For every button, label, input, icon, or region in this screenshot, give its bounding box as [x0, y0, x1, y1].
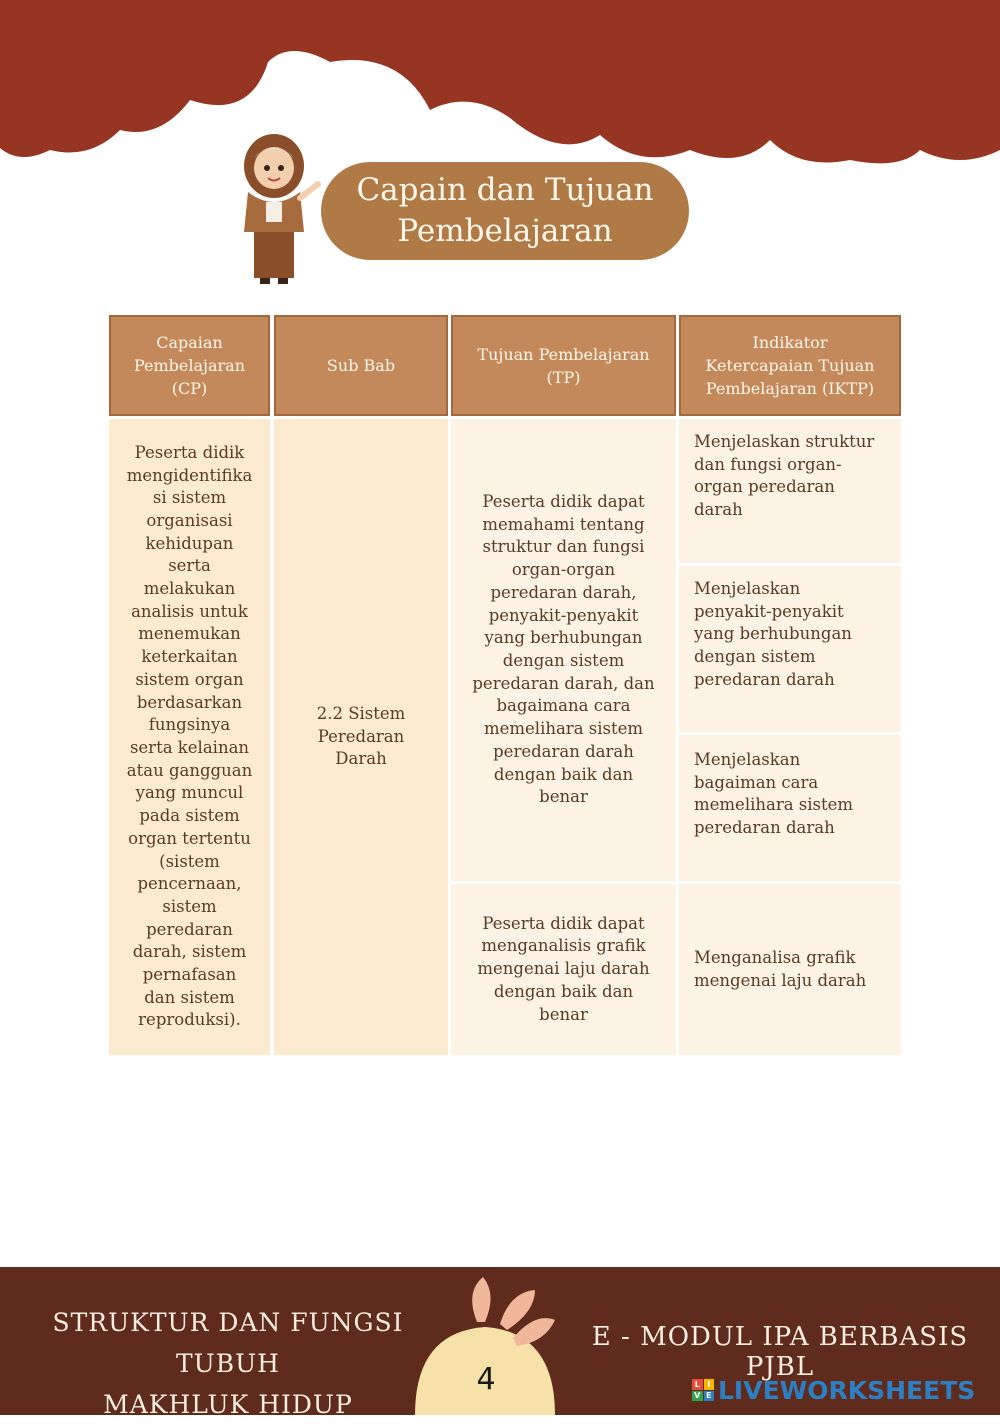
text-line: dan fungsi organ- — [694, 454, 842, 474]
text-line: Ketercapaian Tujuan — [705, 356, 875, 375]
text-line: Peredaran — [317, 726, 405, 746]
text-line: Menjelaskan — [694, 750, 801, 769]
cell-iktp-4 — [679, 884, 901, 1055]
logo-letter: E — [704, 1391, 715, 1402]
text-line: Peserta didik — [134, 442, 245, 462]
text-line: Darah — [335, 749, 387, 769]
cell-tp-2 — [451, 884, 676, 1055]
text-line: benar — [539, 1004, 588, 1024]
text-line: Peserta didik dapat — [482, 913, 645, 933]
text-line: peredaran darah, dan — [472, 673, 655, 693]
footer-title-line2: MAKHLUK HIDUP — [103, 1390, 353, 1419]
teacher-illustration-icon — [238, 132, 328, 292]
text-line: mengenai laju darah — [477, 959, 650, 979]
text-line: dengan sistem — [694, 647, 816, 667]
text-line: peredaran darah — [694, 669, 835, 689]
text-line: menemukan — [138, 624, 241, 644]
text-line: berdasarkan — [136, 692, 243, 712]
text-line: (CP) — [171, 379, 208, 398]
text-line: sistem — [162, 896, 217, 916]
logo-letter: I — [704, 1379, 715, 1390]
text-line: yang berhubungan — [484, 628, 643, 648]
cell-iktp-3 — [679, 735, 901, 881]
section-title — [321, 162, 689, 260]
header-tp — [451, 315, 676, 416]
text-line: sistem organ — [135, 669, 244, 689]
text-line: peredaran darah — [493, 741, 634, 761]
text-line: peredaran — [146, 919, 233, 939]
text-line: fungsinya — [148, 715, 231, 735]
text-line: yang muncul — [135, 783, 244, 803]
text-line: analisis untuk — [131, 601, 248, 621]
text-line: reproduksi). — [138, 1010, 241, 1030]
text-line: melakukan — [143, 579, 236, 599]
text-line: kehidupan — [145, 533, 234, 553]
text-line: peredaran darah, — [490, 582, 637, 602]
text-line: pencernaan, — [137, 874, 242, 894]
logo-letter: V — [692, 1391, 703, 1402]
text-line: peredaran darah — [694, 818, 835, 838]
text-line: memelihara sistem — [694, 795, 854, 815]
section-title-line2: Pembelajaran — [397, 213, 613, 249]
text-line: penyakit-penyakit — [488, 605, 639, 625]
text-line: si sistem — [152, 488, 227, 508]
text-line: organ-organ — [511, 560, 616, 580]
text-line: penyakit-penyakit — [694, 601, 844, 621]
text-line: keterkaitan — [141, 647, 238, 667]
top-cloud-decoration — [0, 0, 1000, 170]
text-line: dengan baik dan — [493, 981, 634, 1001]
footer-module-title: E - MODUL IPA BERBASIS PJBL — [591, 1322, 969, 1382]
text-line: serta kelainan — [129, 738, 250, 757]
text-line: Peserta didik dapat — [482, 492, 645, 512]
header-subbab — [274, 315, 448, 416]
cell-subbab — [274, 419, 448, 1055]
text-line: Menganalisa grafik — [694, 947, 856, 967]
text-line: memelihara sistem — [483, 719, 644, 739]
text-line: organisasi — [146, 510, 233, 530]
text-line: Sub Bab — [326, 356, 396, 375]
text-line: pada sistem — [139, 806, 240, 826]
text-line: darah, sistem — [132, 942, 247, 962]
text-line: organ peredaran — [694, 477, 835, 497]
page-number: 4 — [476, 1362, 496, 1397]
cell-tp-1 — [451, 419, 676, 881]
liveworksheets-text: LIVEWORKSHEETS — [718, 1375, 976, 1405]
text-line: benar — [539, 787, 588, 807]
text-line: memahami tentang — [482, 514, 645, 534]
text-line: menganalisis grafik — [481, 936, 646, 956]
text-line: 2.2 Sistem — [316, 703, 406, 723]
text-line: Indikator — [752, 333, 828, 352]
section-title-line1: Capain dan Tujuan — [356, 172, 654, 208]
text-line: organ tertentu — [128, 828, 251, 848]
text-line: atau gangguan — [126, 760, 253, 780]
footer-title-line1: STRUKTUR DAN FUNGSI TUBUH — [52, 1308, 404, 1378]
footer-title — [8, 1302, 448, 1425]
text-line: pernafasan — [142, 965, 237, 985]
text-line: dengan sistem — [502, 651, 625, 670]
text-line: mengidentifika — [126, 465, 253, 485]
text-line: serta — [168, 556, 211, 576]
logo-letter: L — [692, 1379, 703, 1390]
text-line: dengan baik dan — [493, 764, 634, 784]
text-line: bagaiman cara — [694, 772, 819, 792]
text-line: darah — [694, 500, 743, 520]
text-line: Menjelaskan struktur — [694, 432, 875, 451]
text-line: yang berhubungan — [694, 624, 852, 644]
text-line: Capaian — [156, 333, 223, 352]
text-line: Menjelaskan — [694, 579, 801, 598]
text-line: Pembelajaran (IKTP) — [705, 379, 875, 398]
text-line: bagaimana cara — [496, 696, 631, 716]
header-cp — [109, 315, 270, 416]
text-line: dan sistem — [144, 987, 235, 1007]
cell-cp — [109, 419, 270, 1055]
cell-iktp-1 — [679, 419, 901, 563]
liveworksheets-logo-icon — [692, 1379, 714, 1401]
text-line: mengenai laju darah — [694, 970, 867, 990]
text-line: (sistem — [159, 851, 220, 871]
text-line: Tujuan Pembelajaran — [477, 344, 650, 364]
text-line: (TP) — [546, 367, 581, 387]
text-line: struktur dan fungsi — [482, 537, 645, 557]
liveworksheets-watermark — [692, 1377, 975, 1403]
text-line: Pembelajaran — [133, 356, 246, 375]
cell-iktp-2 — [679, 566, 901, 732]
header-iktp — [679, 315, 901, 416]
